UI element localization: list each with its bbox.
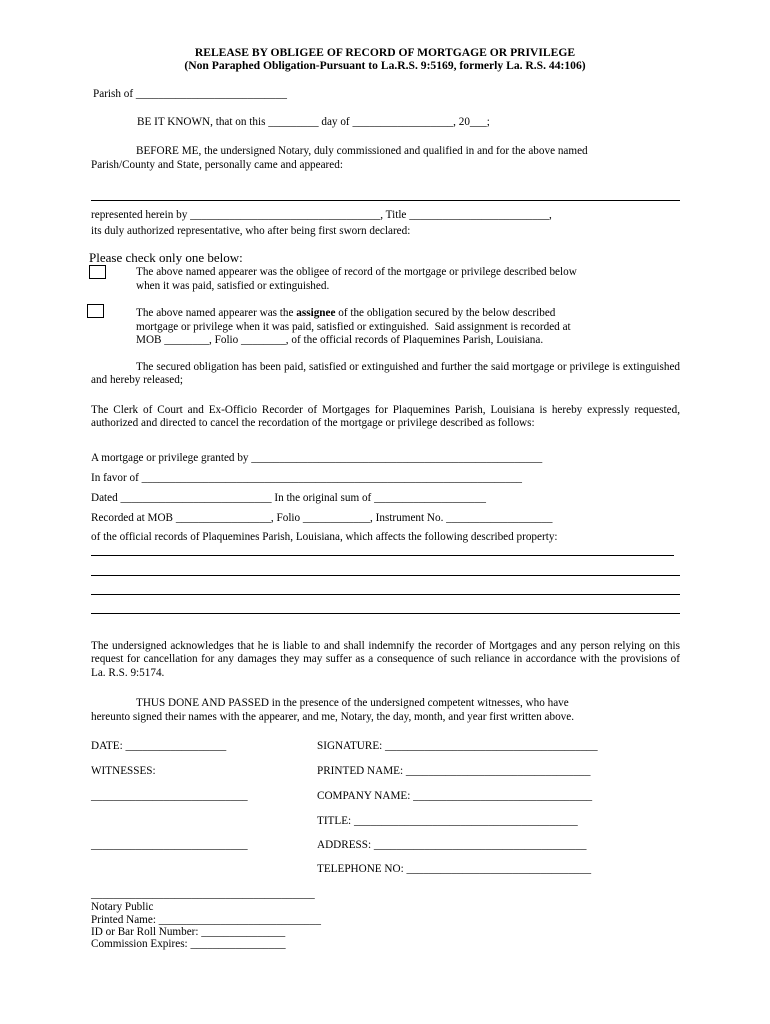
option2-pre-text: The above named appearer was the bbox=[136, 307, 297, 319]
clerk-paragraph: The Clerk of Court and Ex-Officio Recorder of Mortgages for Plaquemines Parish, Louisiana is hereby expressly requested, authorized and directed to cancel the recordation of the mortgage or privilege described as follows: bbox=[91, 404, 680, 430]
before-me-line-2: Parish/County and State, personally came and appeared: bbox=[91, 159, 343, 171]
check-heading: Please check only one below: bbox=[89, 250, 243, 265]
telephone-field: TELEPHONE NO: _________________________________ bbox=[317, 863, 592, 875]
before-me-line-1: BEFORE ME, the undersigned Notary, duly commissioned and qualified in and for the above named bbox=[136, 145, 588, 157]
property-line-4 bbox=[91, 613, 680, 614]
notary-printed-name-field: Printed Name: _____________________________ bbox=[91, 914, 321, 926]
title-field: TITLE: ________________________________________ bbox=[317, 815, 578, 827]
represented-by-line: represented herein by __________________________________, Title _________________________, bbox=[91, 209, 552, 221]
property-line-2 bbox=[91, 575, 680, 576]
form-title: RELEASE BY OBLIGEE OF RECORD OF MORTGAGE OR PRIVILEGE bbox=[194, 46, 576, 59]
secured-obligation-paragraph: The secured obligation has been paid, satisfied or extinguished and further the said mortgage or privilege is extinguished and hereby released; bbox=[91, 361, 680, 387]
option1-line-2: when it was paid, satisfied or extinguished. bbox=[136, 280, 330, 292]
in-favor-of-field: In favor of ____________________________________________________________________ bbox=[91, 472, 523, 484]
witness-2-line: ____________________________ bbox=[91, 839, 248, 851]
property-line-3 bbox=[91, 594, 680, 595]
date-field: DATE: __________________ bbox=[91, 740, 227, 752]
dated-field: Dated ___________________________ In the original sum of ____________________ bbox=[91, 492, 486, 504]
thus-done-line-1: THUS DONE AND PASSED in the presence of the undersigned competent witnesses, who have bbox=[136, 697, 569, 709]
obligee-checkbox[interactable] bbox=[89, 265, 106, 279]
authorized-representative-line: its duly authorized representative, who after being first sworn declared: bbox=[91, 225, 411, 237]
address-field: ADDRESS: ______________________________________ bbox=[317, 839, 587, 851]
notary-signature-line: ________________________________________ bbox=[91, 888, 315, 900]
assignee-checkbox[interactable] bbox=[87, 304, 104, 318]
option1-line-1: The above named appearer was the obligee of record of the mortgage or privilege described below bbox=[136, 266, 577, 278]
witness-1-line: ____________________________ bbox=[91, 790, 248, 802]
thus-done-line-2: hereunto signed their names with the appearer, and me, Notary, the day, month, and year first written above. bbox=[91, 711, 575, 723]
be-it-known-line: BE IT KNOWN, that on this _________ day of __________________, 20___; bbox=[137, 116, 490, 128]
recorded-at-field: Recorded at MOB _________________, Folio ____________, Instrument No. ___________________ bbox=[91, 512, 553, 524]
appearer-name-line bbox=[91, 200, 680, 201]
company-name-field: COMPANY NAME: ________________________________ bbox=[317, 790, 593, 802]
printed-name-field: PRINTED NAME: _________________________________ bbox=[317, 765, 591, 777]
granted-by-field: A mortgage or privilege granted by ____________________________________________________ bbox=[91, 452, 543, 464]
option2-post-text: of the obligation secured by the below described bbox=[335, 307, 556, 319]
indemnify-paragraph: The undersigned acknowledges that he is liable to and shall indemnify the recorder of Mortgages and any person relying on this request for cancellation for any damages they may suffer as a consequence of such reliance in accordance with the provisions of La. R.S. 9:5174. bbox=[91, 640, 680, 679]
property-line-1 bbox=[91, 555, 674, 556]
option2-line-1 bbox=[136, 307, 555, 320]
notary-public-label: Notary Public bbox=[91, 901, 154, 913]
option2-line-3: MOB ________, Folio ________, of the official records of Plaquemines Parish, Louisiana. bbox=[136, 334, 544, 346]
signature-field: SIGNATURE: ______________________________________ bbox=[317, 740, 598, 752]
parish-line: Parish of ___________________________ bbox=[93, 88, 287, 100]
form-subtitle: (Non Paraphed Obligation-Pursuant to La.R.S. 9:5169, formerly La. R.S. 44:106) bbox=[184, 59, 586, 72]
option2-line-2: mortgage or privilege when it was paid, satisfied or extinguished. Said assignment is recorded at bbox=[136, 321, 571, 333]
witnesses-label: WITNESSES: bbox=[91, 765, 156, 777]
assignee-bold-text: assignee bbox=[296, 307, 336, 319]
notary-commission-field: Commission Expires: _________________ bbox=[91, 938, 286, 950]
notary-id-field: ID or Bar Roll Number: _______________ bbox=[91, 926, 286, 938]
official-records-line: of the official records of Plaquemines Parish, Louisiana, which affects the following described property: bbox=[91, 531, 558, 543]
